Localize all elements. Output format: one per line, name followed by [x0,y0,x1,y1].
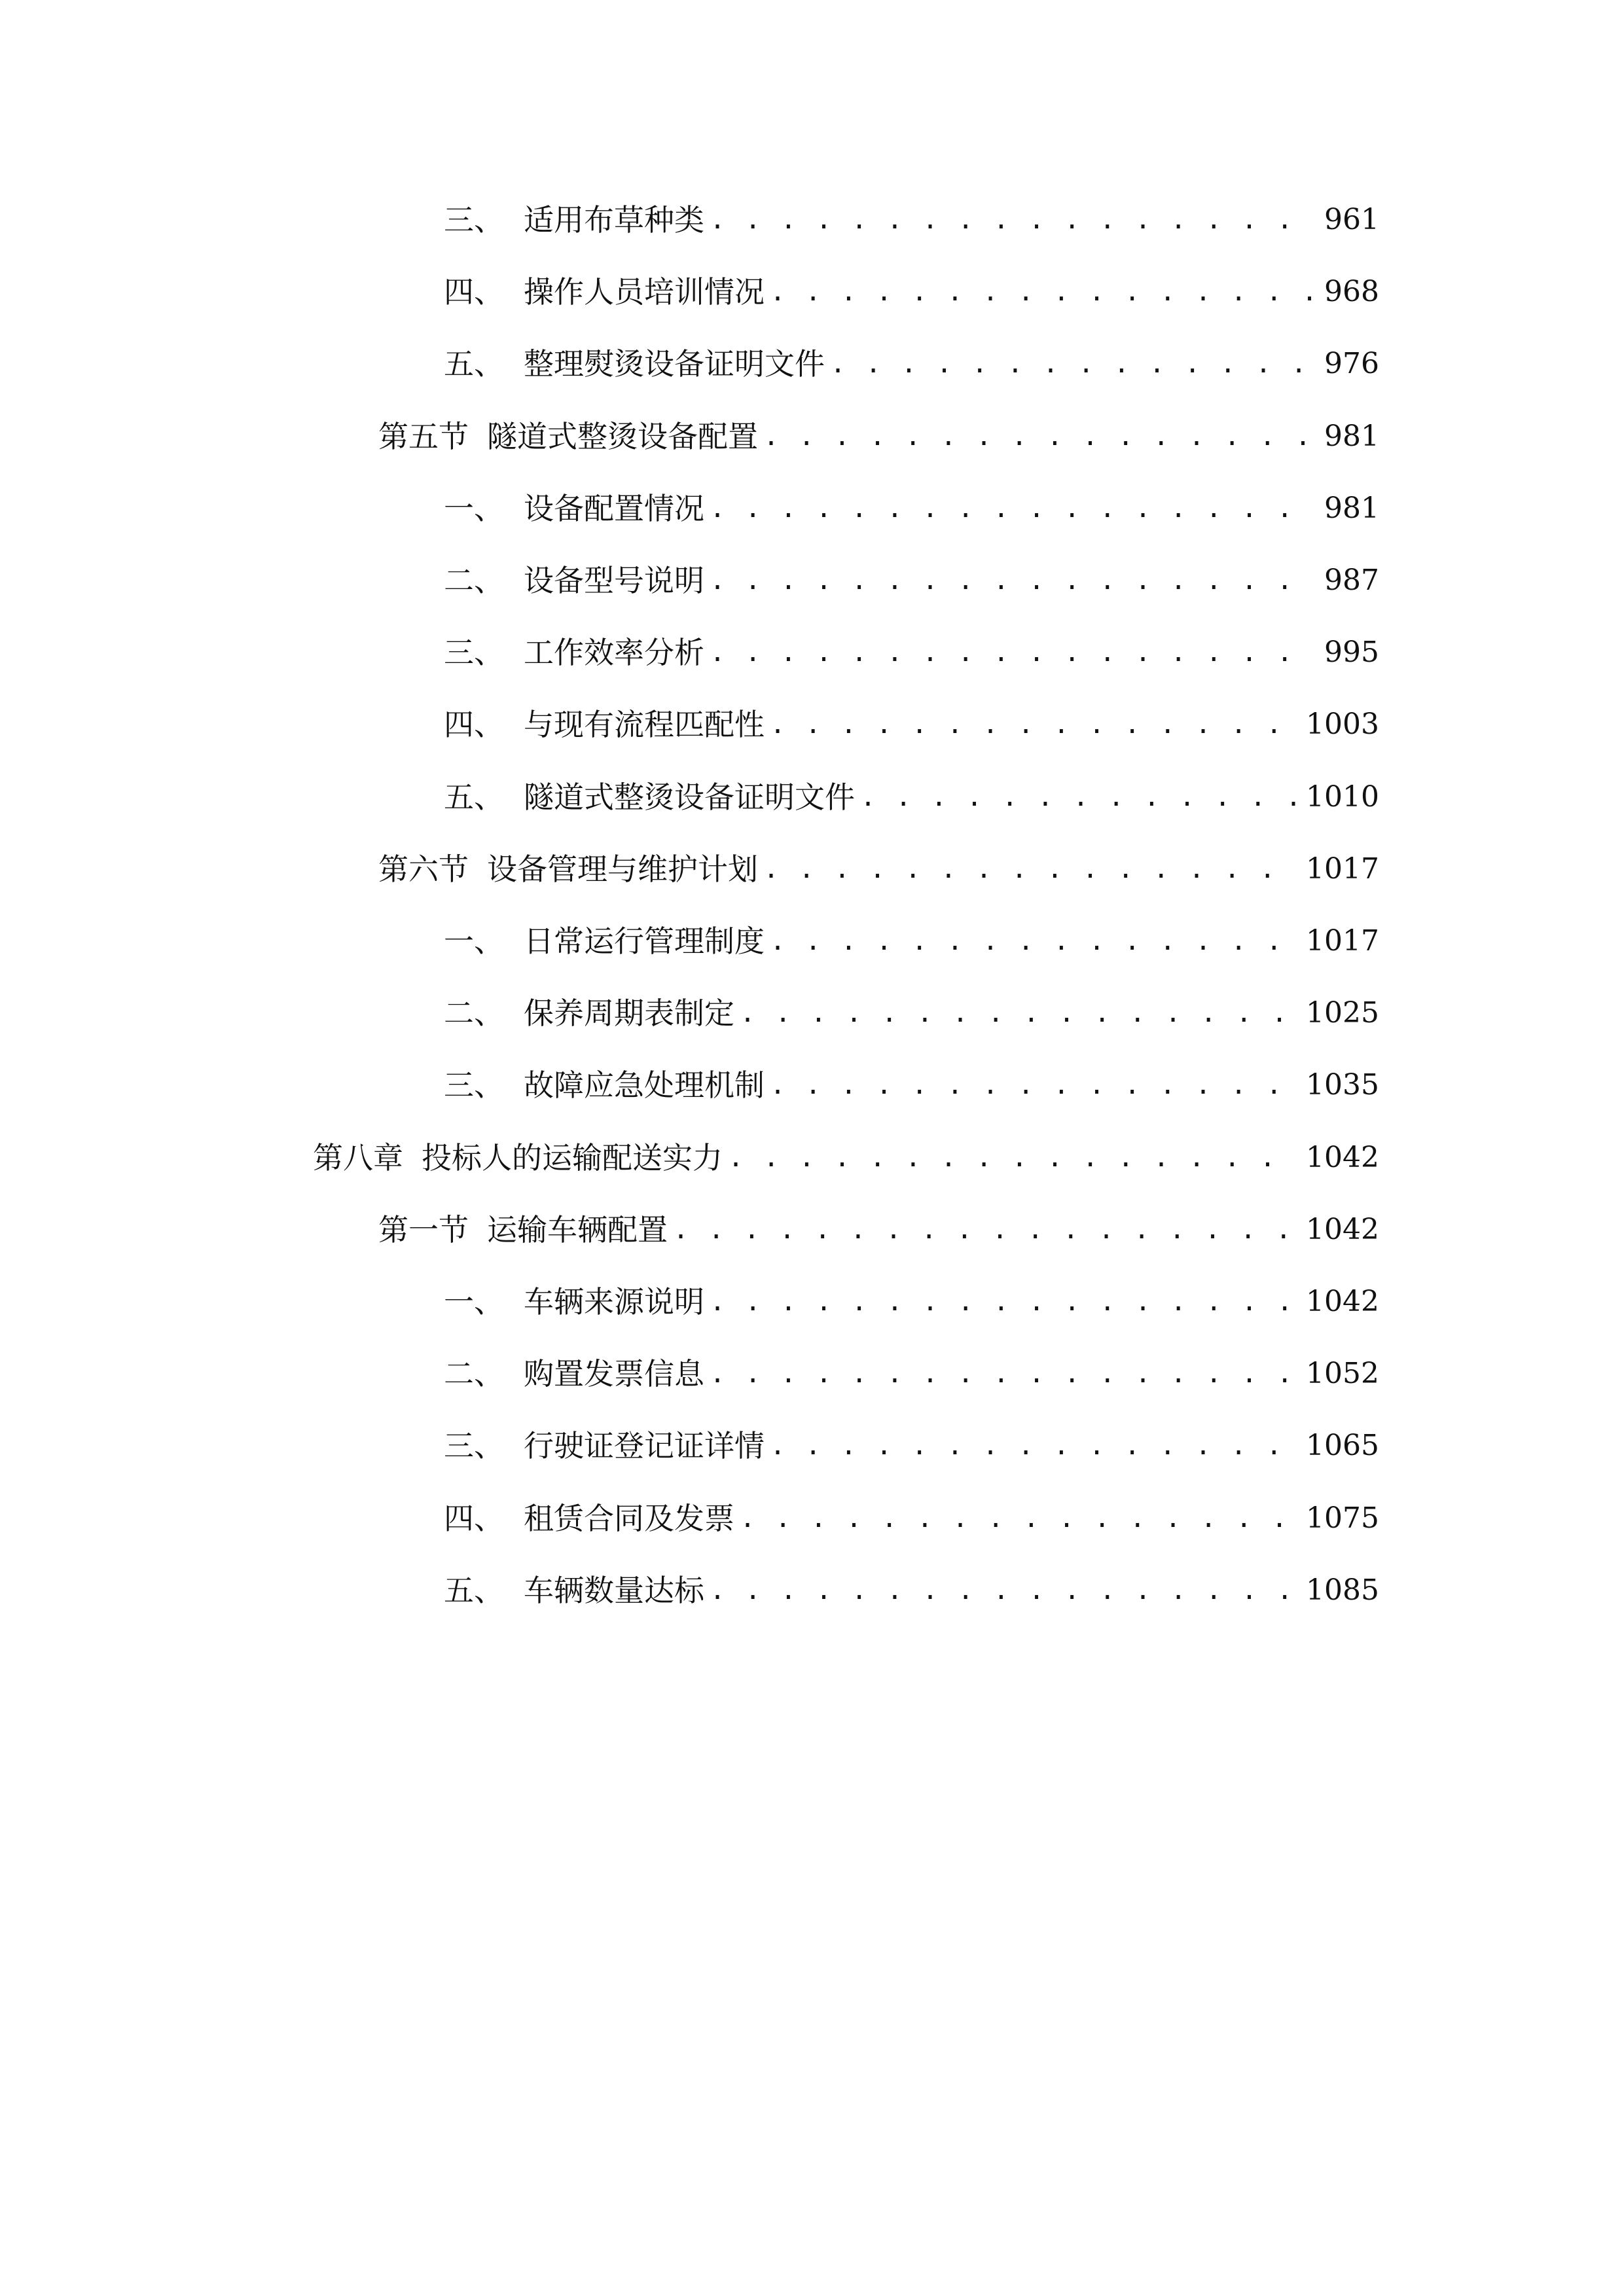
toc-entry[interactable] [444,557,1379,604]
toc-entry[interactable] [378,1206,1379,1253]
toc-entry[interactable] [444,1350,1379,1397]
toc-entry-title: 故障应急处理机制 [524,1067,765,1103]
toc-dot-leader [770,268,1315,315]
toc-entry-page-number: 1003 [1306,708,1379,741]
toc-dot-leader [770,918,1297,965]
toc-entry-number: 第六节 [378,852,469,887]
toc-entry-title: 隧道式整烫设备配置 [487,419,758,454]
toc-entry-page-number: 1052 [1306,1357,1379,1390]
toc-entry[interactable] [444,485,1379,532]
toc-entry-page-number: 968 [1324,275,1379,308]
toc-entry[interactable] [444,1495,1379,1542]
toc-dot-leader [770,701,1297,748]
toc-dot-leader [860,774,1297,821]
toc-entry-page-number: 976 [1324,347,1379,380]
toc-entry-title: 投标人的运输配送实力 [422,1140,723,1175]
toc-entry-title: 操作人员培训情况 [524,274,765,310]
toc-entry-page-number: 1017 [1306,924,1379,958]
toc-entry-page-number: 1085 [1306,1573,1379,1607]
toc-entry-title: 设备型号说明 [524,563,704,598]
toc-entry-page-number: 1017 [1306,852,1379,886]
toc-entry-page-number: 1025 [1306,996,1379,1030]
toc-entry-title: 日常运行管理制度 [524,924,765,959]
toc-entry[interactable] [444,774,1379,821]
toc-entry-page-number: 995 [1324,636,1379,669]
toc-entry-page-number: 1065 [1306,1429,1379,1462]
toc-entry[interactable] [378,846,1379,893]
toc-dot-leader [710,629,1315,676]
toc-entry-title: 保养周期表制定 [524,996,734,1031]
toc-dot-leader [710,1567,1297,1614]
toc-entry-number: 五、 [444,1573,504,1608]
toc-entry-number: 二、 [444,563,504,598]
toc-dot-leader [710,1350,1297,1397]
toc-entry-number: 五、 [444,780,504,815]
toc-entry-title: 行驶证登记证详情 [524,1428,765,1463]
toc-dot-leader [770,1062,1297,1109]
toc-dot-leader [740,1495,1297,1542]
toc-dot-leader [710,485,1315,532]
toc-entry-number: 五、 [444,346,504,382]
toc-entry-page-number: 1042 [1306,1141,1379,1174]
toc-entry-title: 工作效率分析 [524,635,704,670]
toc-entry-number: 四、 [444,1501,504,1536]
toc-entry[interactable] [444,268,1379,315]
toc-entry-title: 适用布草种类 [524,202,704,238]
toc-entry-page-number: 981 [1324,492,1379,525]
toc-dot-leader [830,340,1315,387]
toc-entry-title: 设备配置情况 [524,491,704,526]
toc-entry-page-number: 1010 [1306,780,1379,814]
toc-dot-leader [710,1278,1297,1325]
toc-entry-number: 三、 [444,1067,504,1103]
toc-entry-title: 租赁合同及发票 [524,1501,734,1536]
toc-dot-leader [710,557,1315,604]
toc-entry-page-number: 1035 [1306,1068,1379,1102]
toc-entry[interactable] [444,196,1379,243]
toc-entry[interactable] [444,1567,1379,1614]
toc-entry[interactable] [444,1422,1379,1469]
toc-entry-title: 运输车辆配置 [487,1212,668,1247]
toc-entry-page-number: 1042 [1306,1213,1379,1246]
toc-entry-number: 二、 [444,1356,504,1391]
toc-dot-leader [770,1422,1297,1469]
toc-entry-number: 三、 [444,635,504,670]
toc-entry-number: 第五节 [378,419,469,454]
toc-dot-leader [763,846,1297,893]
toc-entry[interactable] [444,1278,1379,1325]
toc-entry-number: 第八章 [313,1140,403,1175]
toc-entry-title: 车辆来源说明 [524,1284,704,1319]
toc-entry[interactable] [444,629,1379,676]
toc-dot-leader [673,1206,1297,1253]
toc-entry-page-number: 961 [1324,203,1379,236]
toc-entry[interactable] [444,1062,1379,1109]
toc-entry[interactable] [444,340,1379,387]
toc-entry[interactable] [444,918,1379,965]
toc-entry-title: 与现有流程匹配性 [524,707,765,742]
toc-entry-number: 第一节 [378,1212,469,1247]
toc-dot-leader [710,196,1315,243]
toc-entry-page-number: 987 [1324,564,1379,597]
toc-entry-page-number: 1075 [1306,1501,1379,1535]
toc-entry[interactable] [444,701,1379,748]
toc-entry-title: 车辆数量达标 [524,1573,704,1608]
toc-entry[interactable] [378,413,1379,460]
toc-entry-page-number: 1042 [1306,1285,1379,1318]
toc-entry-number: 一、 [444,491,504,526]
toc-dot-leader [728,1134,1297,1181]
toc-entry-page-number: 981 [1324,420,1379,453]
toc-dot-leader [763,413,1315,460]
toc-entry[interactable] [444,990,1379,1037]
toc-entry-number: 三、 [444,1428,504,1463]
toc-entry-title: 设备管理与维护计划 [487,852,758,887]
toc-entry-title: 购置发票信息 [524,1356,704,1391]
toc-entry-number: 四、 [444,274,504,310]
toc-entry-number: 一、 [444,1284,504,1319]
toc-entry[interactable] [313,1134,1379,1181]
toc-entry-number: 二、 [444,996,504,1031]
toc-entry-number: 三、 [444,202,504,238]
toc-entry-number: 四、 [444,707,504,742]
toc-dot-leader [740,990,1297,1037]
toc-entry-title: 隧道式整烫设备证明文件 [524,780,855,815]
toc-entry-number: 一、 [444,924,504,959]
toc-entry-title: 整理熨烫设备证明文件 [524,346,825,382]
